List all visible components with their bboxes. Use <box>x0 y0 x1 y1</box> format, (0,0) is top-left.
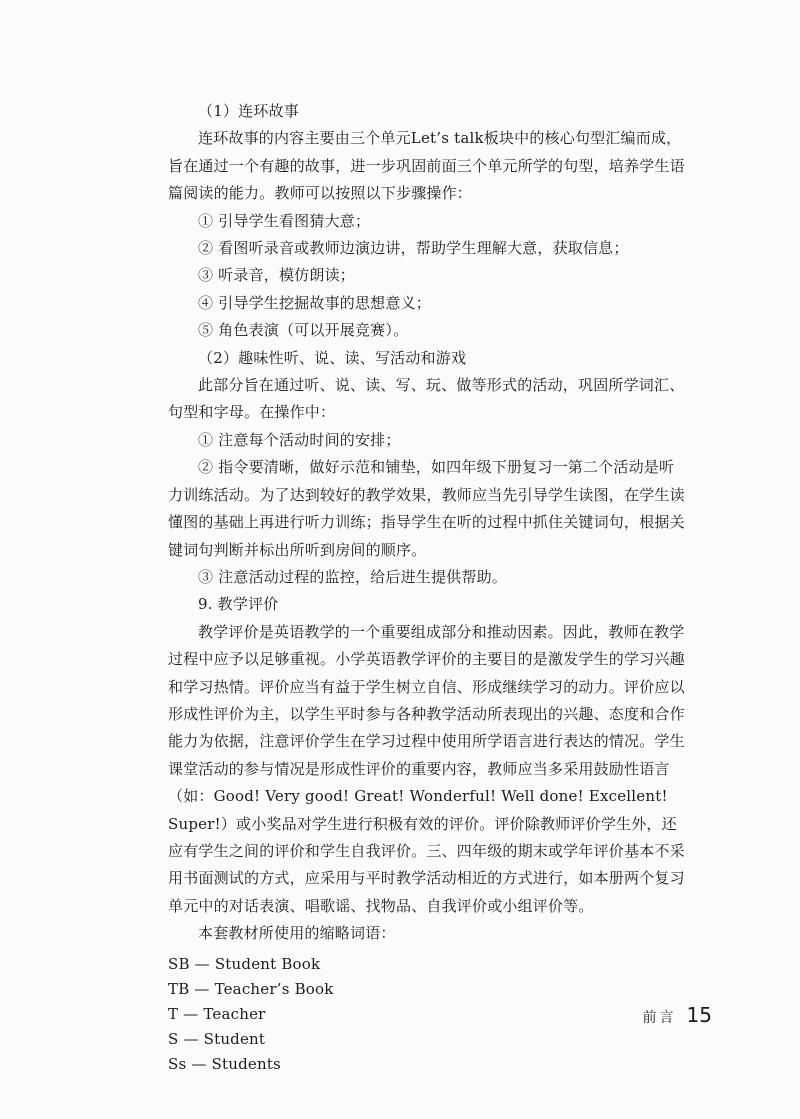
section-1-paragraph: 连环故事的内容主要由三个单元Let’s talk板块中的核心句型汇编而成，旨在通过一个有趣的故事，进一步巩固前面三个单元所学的句型，培养学生语篇阅读的能力。教师可以按照以下步骤操作： <box>168 129 685 203</box>
abbreviations-intro: 本套教材所使用的缩略词语： <box>198 924 396 943</box>
page-footer <box>643 1003 712 1027</box>
section-1-step: ① 引导学生看图猜大意； <box>198 211 371 230</box>
abbreviation-item: T — Teacher <box>168 1004 266 1023</box>
page-number: 15 <box>686 1003 712 1027</box>
section-1-step: ② 看图听录音或教师边演边讲，帮助学生理解大意，获取信息； <box>198 239 629 258</box>
section-1-heading: （1）连环故事 <box>198 102 299 120</box>
section-2-step: ① 注意每个活动时间的安排； <box>198 430 401 449</box>
section-2-heading: （2）趣味性听、说、读、写活动和游戏 <box>198 348 467 367</box>
section-1-step: ④ 引导学生挖掘故事的思想意义； <box>198 293 431 312</box>
section-1-step: ⑤ 角色表演（可以开展竞赛）。 <box>198 321 409 340</box>
abbreviation-item: S — Student <box>168 1029 266 1048</box>
section-9-paragraph: 教学评价是英语教学的一个重要组成部分和推动因素。因此，教师在教学过程中应予以足够重视。小学英语教学评价的主要目的是激发学生的学习兴趣和学习热情。评价应当有益于学生树立自信、形成继续学习的动力。评价应以形成性评价为主，以学生平时参与各种教学活动所表现出的兴趣、态度和合作能力为依据，注意评价学生在学习过程中使用所学语言进行表达的情况。学生课堂活动的参与情况是形成性评价的重要内容，教师应当多采用鼓励性语言（如：Good! Very good! Great! Wonderful! Well done! Excellent! Super!）或小奖品对学生进行积极有效的评价。评价除教师评价学生外，还应有学生之间的评价和学生自我评价。三、四年级的期末或学年评价基本不采用书面测试的方式，应采用与平时教学活动相近的方式进行，如本册两个复习单元中的对话表演、唱歌谣、找物品、自我评价或小组评价等。 <box>168 622 685 915</box>
page-content <box>168 98 688 1077</box>
abbreviations-list <box>168 952 688 1077</box>
section-2-paragraph: 此部分旨在通过听、说、读、写、玩、做等形式的活动，巩固所学词汇、句型和字母。在操作中： <box>168 376 685 422</box>
section-1-step: ③ 听录音，模仿朗读； <box>198 266 355 285</box>
section-9-heading: 9. 教学评价 <box>198 595 279 614</box>
section-2-step: ② 指令要清晰，做好示范和铺垫，如四年级下册复习一第二个活动是听力训练活动。为了达到较好的教学效果，教师应当先引导学生读图，在学生读懂图的基础上再进行听力训练；指导学生在听的过程中抓住关键词句，根据关键词句判断并标出所听到房间的顺序。 <box>168 458 685 559</box>
abbreviation-item: Ss — Students <box>168 1054 281 1073</box>
abbreviation-item: SB — Student Book <box>168 954 321 973</box>
footer-label: 前言 <box>642 1010 677 1026</box>
section-2-step: ③ 注意活动过程的监控，给后进生提供帮助。 <box>198 567 507 586</box>
abbreviation-item: TB — Teacher’s Book <box>168 979 334 998</box>
